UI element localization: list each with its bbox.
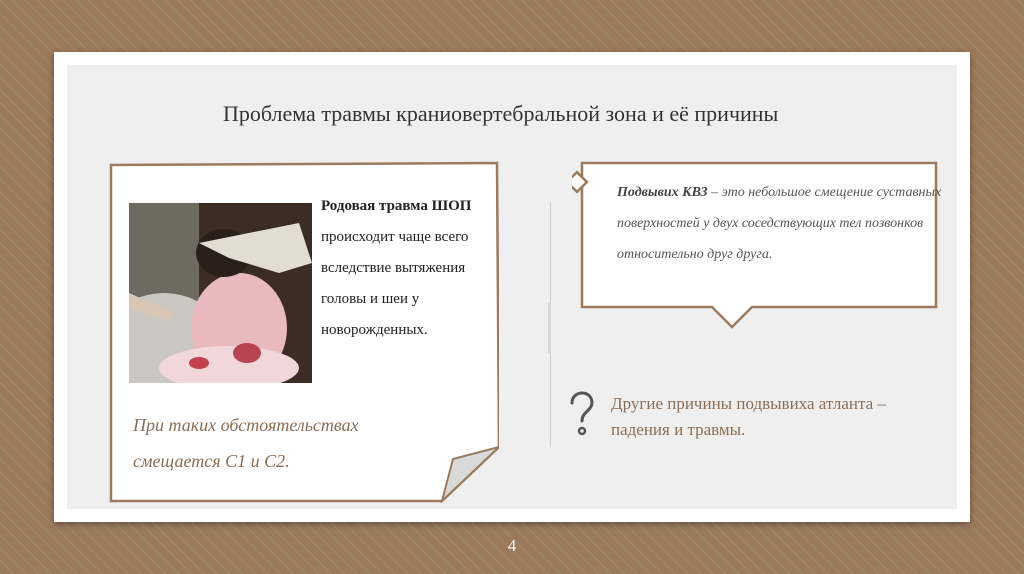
newborn-image: [129, 203, 312, 383]
newborn-photo: [129, 203, 312, 383]
consequence-line-2: смещается С1 и С2.: [133, 451, 290, 471]
slide-title: Проблема травмы краниовертебральной зона и её причины: [223, 101, 779, 126]
consequence-text: [133, 407, 473, 479]
definition-callout: [572, 161, 944, 341]
question-mark-icon: [567, 391, 595, 437]
birth-trauma-text: [321, 191, 481, 346]
other-causes-text: Другие причины подвывиха атланта – падения и травмы.: [611, 394, 886, 439]
birth-trauma-term: Родовая травма ШОП: [321, 198, 472, 214]
slide: [54, 52, 970, 522]
birth-trauma-card: [109, 161, 499, 503]
definition-text: [617, 177, 942, 270]
page-number: 4: [507, 536, 517, 555]
definition-term: Подвывих КВЗ: [617, 185, 708, 200]
slide-content-area: [67, 65, 957, 509]
divider-accent: [548, 303, 551, 353]
birth-trauma-description: происходит чаще всего вследствие вытяжения головы и шеи у новорожденных.: [321, 229, 469, 338]
consequence-line-1: При таких обстоятельствах: [133, 415, 359, 435]
definition-body: – это небольшое смещение суставных поверхностей у двух соседствующих тел позвонков относительно друг друга.: [617, 185, 942, 262]
